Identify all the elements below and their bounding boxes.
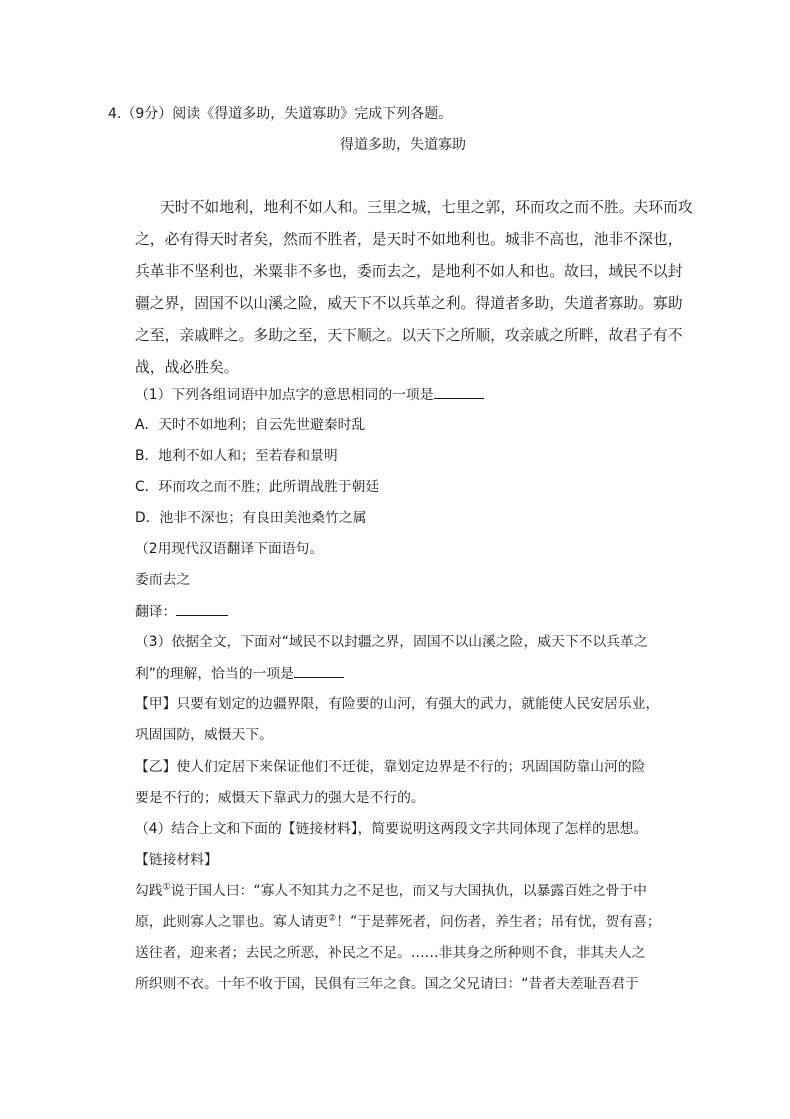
footnote-marker-2: ② xyxy=(328,913,337,924)
q2-translation xyxy=(135,601,228,622)
q4-material-line-2-b: ！”于是葬死者，问伤者，养生者；吊有忧，贺有喜； xyxy=(336,914,661,930)
q1-stem xyxy=(135,384,484,405)
q1-stem-text: （1）下列各组词语中加点字的意思相同的一项是 xyxy=(135,387,434,403)
q4-material-line-1 xyxy=(135,881,647,901)
q4-material-line-2 xyxy=(135,912,661,932)
q4-material-line-3: 送往者，迎来者；去民之所恶，补民之不足。……非其身之所种则不食，非其夫人之 xyxy=(135,945,646,961)
question-header: 4.（9分）阅读《得道多助，失道寡助》完成下列各题。 xyxy=(108,106,453,122)
q3-jia-line-1: 【甲】只要有划定的边疆界限，有险要的山河，有强大的武力，就能使人民安居乐业， xyxy=(135,696,660,712)
q1-option-d: D．池非不深也；有良田美池桑竹之属 xyxy=(135,510,367,526)
q4-material-label: 【链接材料】 xyxy=(135,852,218,868)
q1-option-b: B．地利不如人和；至若春和景明 xyxy=(135,448,338,464)
q4-stem: （4）结合上文和下面的【链接材料】，简要说明这两段文字共同体现了怎样的思想。 xyxy=(135,821,648,837)
q4-material-line-2-a: 原，此则寡人之罪也。寡人请更 xyxy=(135,914,329,930)
q2-stem: （2用现代汉语翻译下面语句。 xyxy=(135,541,324,557)
passage-line-4: 疆之界，固国不以山溪之险，威天下不以兵革之利。得道者多助，失道者寡助。寡助 xyxy=(135,295,683,312)
passage-line-1: 天时不如地利，地利不如人和。三里之城，七里之郭，环而攻之而不胜。夫环而攻 xyxy=(160,199,693,216)
q3-yi-line-2: 要是不行的；威慑天下靠武力的强大是不行的。 xyxy=(135,790,425,806)
q4-material-line-1-b: 说于国人曰：“寡人不知其力之不足也，而又与大国执仇，以暴露百姓之骨于中 xyxy=(170,883,647,899)
q3-stem-line-2 xyxy=(135,663,344,684)
footnote-marker-1: ① xyxy=(162,882,171,893)
passage-line-5: 之至，亲戚畔之。多助之至，天下顺之。以天下之所顺，攻亲戚之所畔，故君子有不 xyxy=(135,327,683,344)
q2-answer-blank[interactable] xyxy=(176,601,228,616)
q3-answer-blank[interactable] xyxy=(294,663,344,678)
q1-option-a: A．天时不如地利；自云先世避秦时乱 xyxy=(135,417,366,433)
passage-line-3: 兵革非不坚利也，米粟非不多也，委而去之，是地利不如人和也。故曰，域民不以封 xyxy=(135,263,683,280)
passage-line-2: 之，必有得天时者矣，然而不胜者，是天时不如地利也。城非不高也，池非不深也， xyxy=(135,231,683,248)
q4-material-line-4: 所织则不衣。十年不收于国，民俱有三年之食。国之父兄请曰：“昔者夫差耻吾君于 xyxy=(135,976,639,992)
q3-stem-line-2-text: 利”的理解，恰当的一项是 xyxy=(135,666,294,682)
q3-jia-line-2: 巩固国防，威慑天下。 xyxy=(135,727,273,743)
q2-label: 翻译： xyxy=(135,604,177,620)
q3-stem-line-1: （3）依据全文，下面对“域民不以封疆之界，固国不以山溪之险，威天下不以兵革之 xyxy=(135,634,648,650)
q1-option-c: C．环而攻之而不胜；此所谓战胜于朝廷 xyxy=(135,479,380,495)
q3-yi-line-1: 【乙】使人们定居下来保证他们不迁徙，靠划定边界是不行的；巩固国防靠山河的险 xyxy=(135,759,646,775)
passage-line-6: 战，战必胜矣。 xyxy=(135,359,239,376)
q4-material-line-1-a: 勾践 xyxy=(135,883,163,899)
passage-title: 得道多助，失道寡助 xyxy=(340,137,466,153)
q2-sentence: 委而去之 xyxy=(135,572,191,588)
q1-answer-blank[interactable] xyxy=(434,384,484,399)
